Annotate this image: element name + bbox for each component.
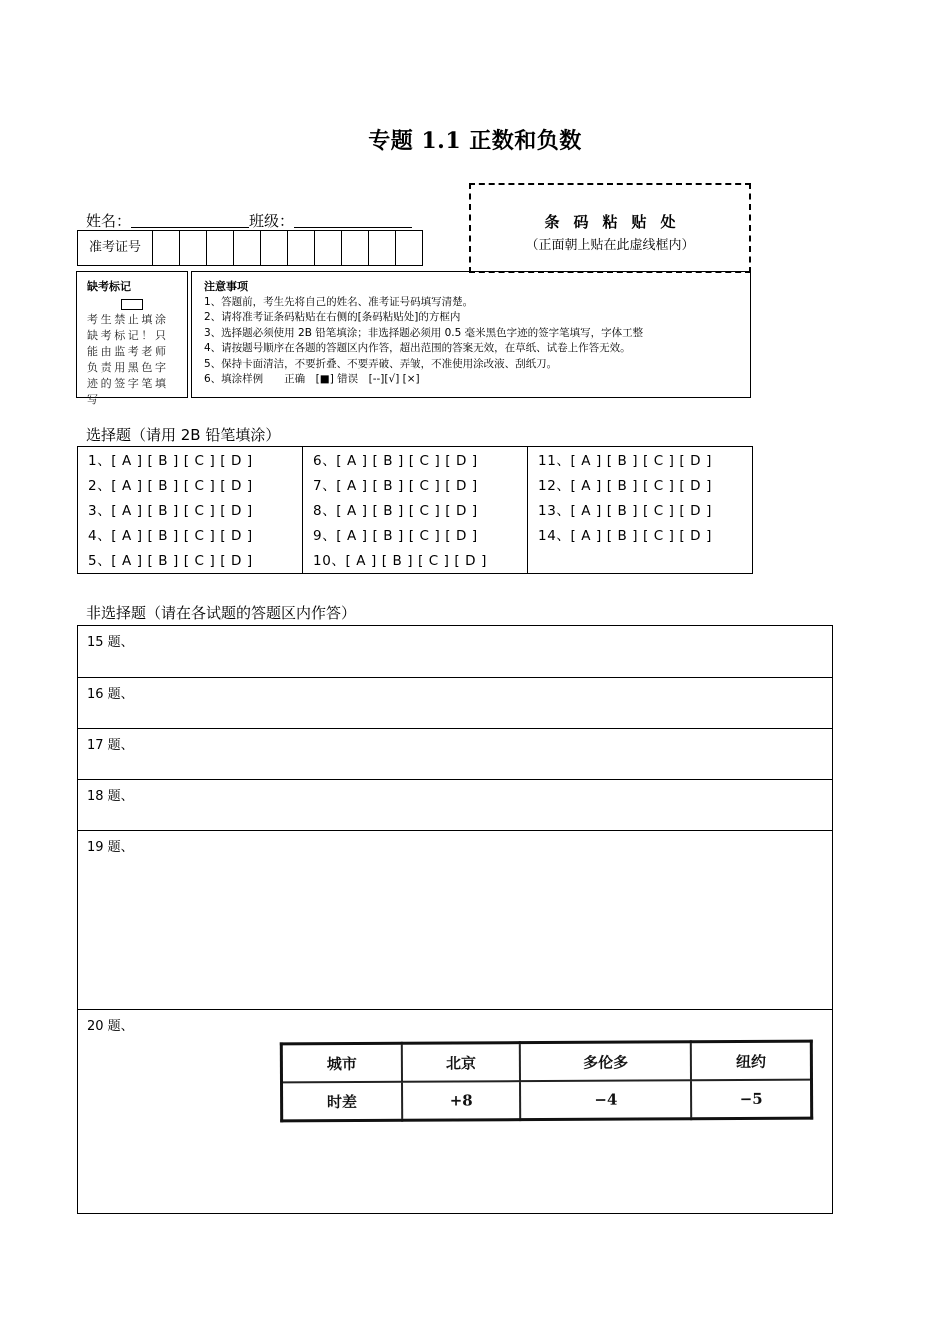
mc-column bbox=[303, 447, 528, 573]
answer-area-19[interactable] bbox=[77, 830, 833, 1010]
absent-mark-box bbox=[76, 271, 188, 406]
answer-area-16[interactable] bbox=[77, 677, 833, 729]
question-label: 16 题、 bbox=[87, 687, 134, 702]
absent-text: 考生禁止填涂缺考标记！只能由监考老师负责用黑色字迹的签字笔填写 bbox=[87, 313, 169, 406]
table-row bbox=[282, 1080, 812, 1121]
table-header-cell: 北京 bbox=[402, 1043, 521, 1082]
mc-question[interactable]: 2、[ A ] [ B ] [ C ] [ D ] bbox=[88, 478, 253, 494]
notice-item: 3、选择题必须使用 2B 铅笔填涂；非选择题必须用 0.5 毫米黑色字迹的签字笔填写，字体工整 bbox=[204, 326, 644, 339]
notice-item: 2、请将准考证条码粘贴在右侧的[条码粘贴处]的方框内 bbox=[204, 311, 461, 323]
class-label: 班级： bbox=[249, 212, 295, 230]
name-field[interactable] bbox=[131, 212, 249, 228]
mc-question[interactable]: 9、[ A ] [ B ] [ C ] [ D ] bbox=[313, 528, 478, 544]
mc-question[interactable]: 8、[ A ] [ B ] [ C ] [ D ] bbox=[313, 503, 478, 519]
mc-question[interactable]: 13、[ A ] [ B ] [ C ] [ D ] bbox=[538, 503, 712, 519]
class-field[interactable] bbox=[294, 212, 412, 228]
mc-question[interactable]: 10、[ A ] [ B ] [ C ] [ D ] bbox=[313, 553, 487, 569]
exam-id-cell[interactable] bbox=[369, 231, 396, 265]
table-header-cell: 纽约 bbox=[691, 1041, 812, 1080]
mc-question[interactable]: 7、[ A ] [ B ] [ C ] [ D ] bbox=[313, 478, 478, 494]
non-choice-title: 非选择题（请在各试题的答题区内作答） bbox=[86, 604, 357, 622]
notice-item: 5、保持卡面清洁，不要折叠、不要弄破、弄皱，不准使用涂改液、刮纸刀。 bbox=[204, 357, 558, 370]
question-label: 19 题、 bbox=[87, 840, 134, 855]
absent-checkbox[interactable] bbox=[121, 299, 143, 310]
mc-question[interactable]: 12、[ A ] [ B ] [ C ] [ D ] bbox=[538, 478, 712, 494]
exam-id-cell[interactable] bbox=[342, 231, 369, 265]
mc-question[interactable]: 6、[ A ] [ B ] [ C ] [ D ] bbox=[313, 453, 478, 469]
table-row bbox=[281, 1041, 811, 1082]
barcode-subtext: （正面朝上贴在此虚线框内） bbox=[525, 238, 695, 253]
mc-question[interactable]: 5、[ A ] [ B ] [ C ] [ D ] bbox=[88, 553, 253, 569]
question-label: 15 题、 bbox=[87, 635, 134, 650]
exam-id-grid bbox=[77, 230, 423, 266]
mc-column bbox=[528, 447, 752, 573]
mc-question[interactable]: 14、[ A ] [ B ] [ C ] [ D ] bbox=[538, 528, 712, 544]
student-info-line bbox=[86, 210, 412, 231]
mc-question[interactable]: 1、[ A ] [ B ] [ C ] [ D ] bbox=[88, 453, 253, 469]
question-label: 18 题、 bbox=[87, 789, 134, 804]
answer-area-17[interactable] bbox=[77, 728, 833, 780]
mc-question[interactable]: 3、[ A ] [ B ] [ C ] [ D ] bbox=[88, 503, 253, 519]
exam-id-cell[interactable] bbox=[288, 231, 315, 265]
absent-heading: 缺考标记 bbox=[87, 280, 131, 293]
table-cell: 时差 bbox=[282, 1082, 402, 1121]
mc-column bbox=[78, 447, 303, 573]
exam-id-cell[interactable] bbox=[153, 231, 180, 265]
notice-heading: 注意事项 bbox=[204, 280, 248, 293]
exam-id-cell[interactable] bbox=[234, 231, 261, 265]
multiple-choice-table bbox=[77, 446, 753, 574]
notice-item: 4、请按题号顺序在各题的答题区内作答，超出范围的答案无效，在草纸、试卷上作答无效。 bbox=[204, 342, 631, 354]
notice-item: 1、答题前，考生先将自己的姓名、准考证号码填写清楚。 bbox=[204, 295, 474, 308]
table-header-cell: 多伦多 bbox=[520, 1042, 691, 1081]
exam-id-cell[interactable] bbox=[396, 231, 422, 265]
exam-id-cell[interactable] bbox=[261, 231, 288, 265]
table-cell: +8 bbox=[402, 1081, 521, 1120]
page-title: 专题 1.1 正数和负数 bbox=[368, 128, 582, 154]
table-header-cell: 城市 bbox=[281, 1043, 401, 1082]
table-cell: −4 bbox=[520, 1080, 691, 1119]
exam-id-cell[interactable] bbox=[207, 231, 234, 265]
time-difference-table bbox=[280, 1040, 813, 1123]
notice-box bbox=[191, 271, 751, 398]
mc-question[interactable]: 11、[ A ] [ B ] [ C ] [ D ] bbox=[538, 453, 712, 469]
notice-item: 6、填涂样例 正确 [■] 错误 [--][√] [×] bbox=[204, 373, 420, 385]
barcode-area bbox=[469, 183, 751, 273]
exam-id-cell[interactable] bbox=[315, 231, 342, 265]
answer-area-18[interactable] bbox=[77, 779, 833, 831]
mc-question[interactable]: 4、[ A ] [ B ] [ C ] [ D ] bbox=[88, 528, 253, 544]
table-cell: −5 bbox=[691, 1080, 812, 1119]
barcode-heading: 条码粘贴处 bbox=[544, 213, 690, 231]
answer-area-15[interactable] bbox=[77, 625, 833, 678]
question-label: 20 题、 bbox=[87, 1019, 134, 1034]
question-label: 17 题、 bbox=[87, 738, 134, 753]
exam-id-cell[interactable] bbox=[180, 231, 207, 265]
name-label: 姓名： bbox=[86, 212, 132, 230]
exam-id-label: 准考证号 bbox=[78, 231, 153, 265]
multiple-choice-title: 选择题（请用 2B 铅笔填涂） bbox=[86, 426, 281, 444]
